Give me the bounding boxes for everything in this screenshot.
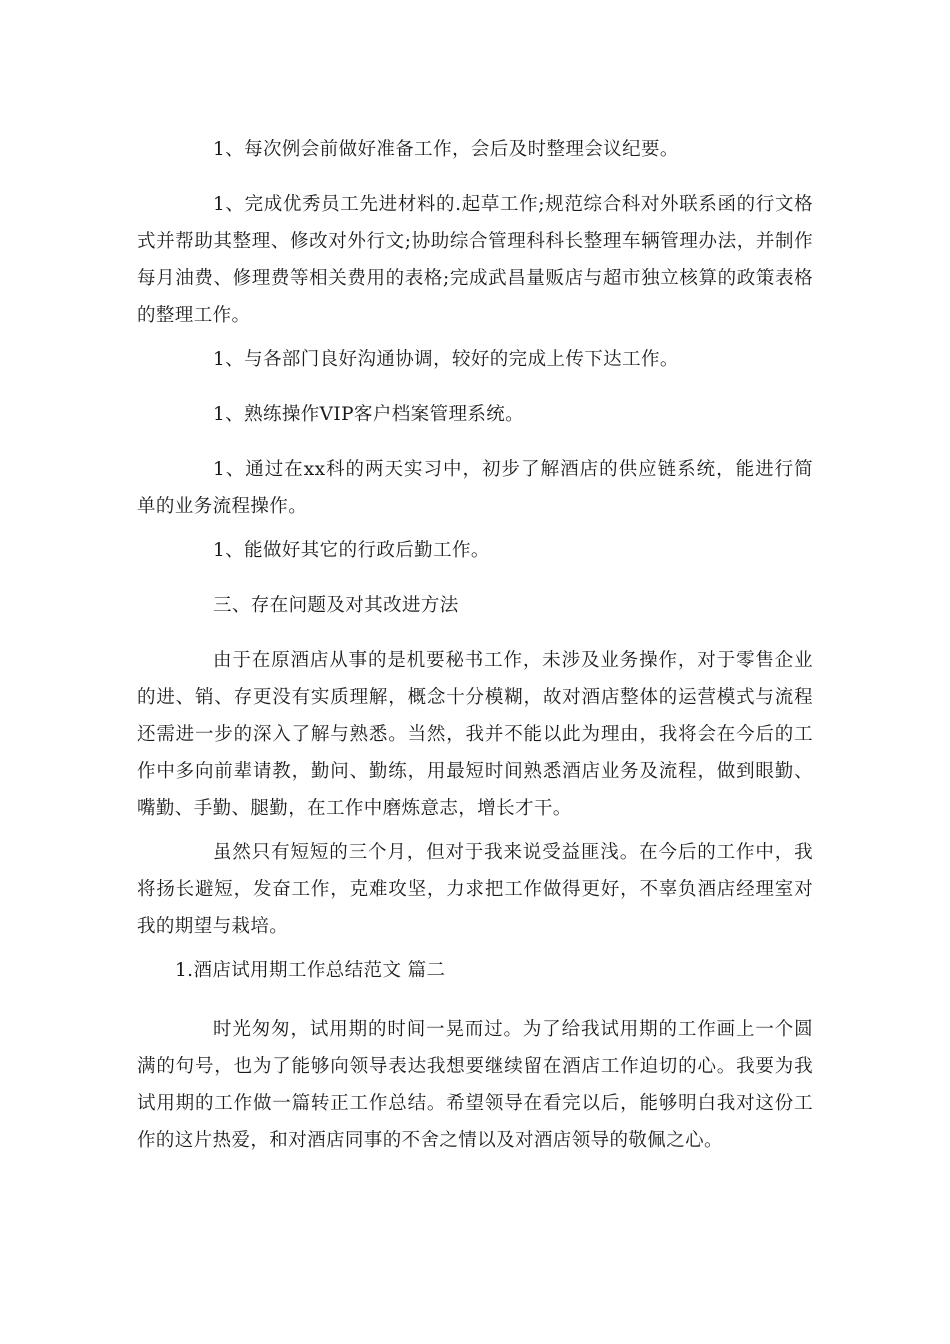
paragraph-part-two-intro: 时光匆匆，试用期的时间一晃而过。为了给我试用期的工作画上一个圆满的句号，也为了能够向领导表达我想要继续留在酒店工作迫切的心。我要为我试用期的工作做一篇转正工作总结。希望领导在看完以后，能够明白我对这份工作的这片热爱，和对酒店同事的不舍之情以及对酒店领导的敬佩之心。 xyxy=(137,1019,813,1151)
paragraph-conclusion: 虽然只有短短的三个月，但对于我来说受益匪浅。在今后的工作中，我将扬长避短，发奋工作，克难攻坚，力求把工作做得更好，不辜负酒店经理室对我的期望与栽培。 xyxy=(137,842,813,937)
article-title-part-two: 1.酒店试用期工作总结范文 篇二 xyxy=(175,960,446,981)
section-heading-problems: 三、存在问题及对其改进方法 xyxy=(213,595,459,616)
paragraph-logistics: 1、能做好其它的行政后勤工作。 xyxy=(213,540,490,561)
paragraph-drafting-work: 1、完成优秀员工先进材料的.起草工作;规范综合科对外联系函的行文格式并帮助其整理、修改对外行文;协助综合管理科科长整理车辆管理办法，并制作每月油费、修理费等相关费用的表格;完成武昌量贩店与超市独立核算的政策表格的整理工作。 xyxy=(137,194,813,326)
paragraph-meeting-minutes: 1、每次例会前做好准备工作，会后及时整理会议纪要。 xyxy=(213,139,679,160)
paragraph-communication: 1、与各部门良好沟通协调，较好的完成上传下达工作。 xyxy=(213,349,679,370)
paragraph-problems-detail: 由于在原酒店从事的是机要秘书工作，未涉及业务操作，对于零售企业的进、销、存更没有实质理解，概念十分模糊，故对酒店整体的运营模式与流程还需进一步的深入了解与熟悉。当然，我并不能以此为理由，我将会在今后的工作中多向前辈请教，勤问、勤练，用最短时间熟悉酒店业务及流程，做到眼勤、嘴勤、手勤、腿勤，在工作中磨炼意志，增长才干。 xyxy=(137,650,813,819)
paragraph-vip-system: 1、熟练操作VIP客户档案管理系统。 xyxy=(213,404,525,425)
paragraph-internship: 1、通过在xx科的两天实习中，初步了解酒店的供应链系统，能进行简单的业务流程操作。 xyxy=(137,459,813,517)
